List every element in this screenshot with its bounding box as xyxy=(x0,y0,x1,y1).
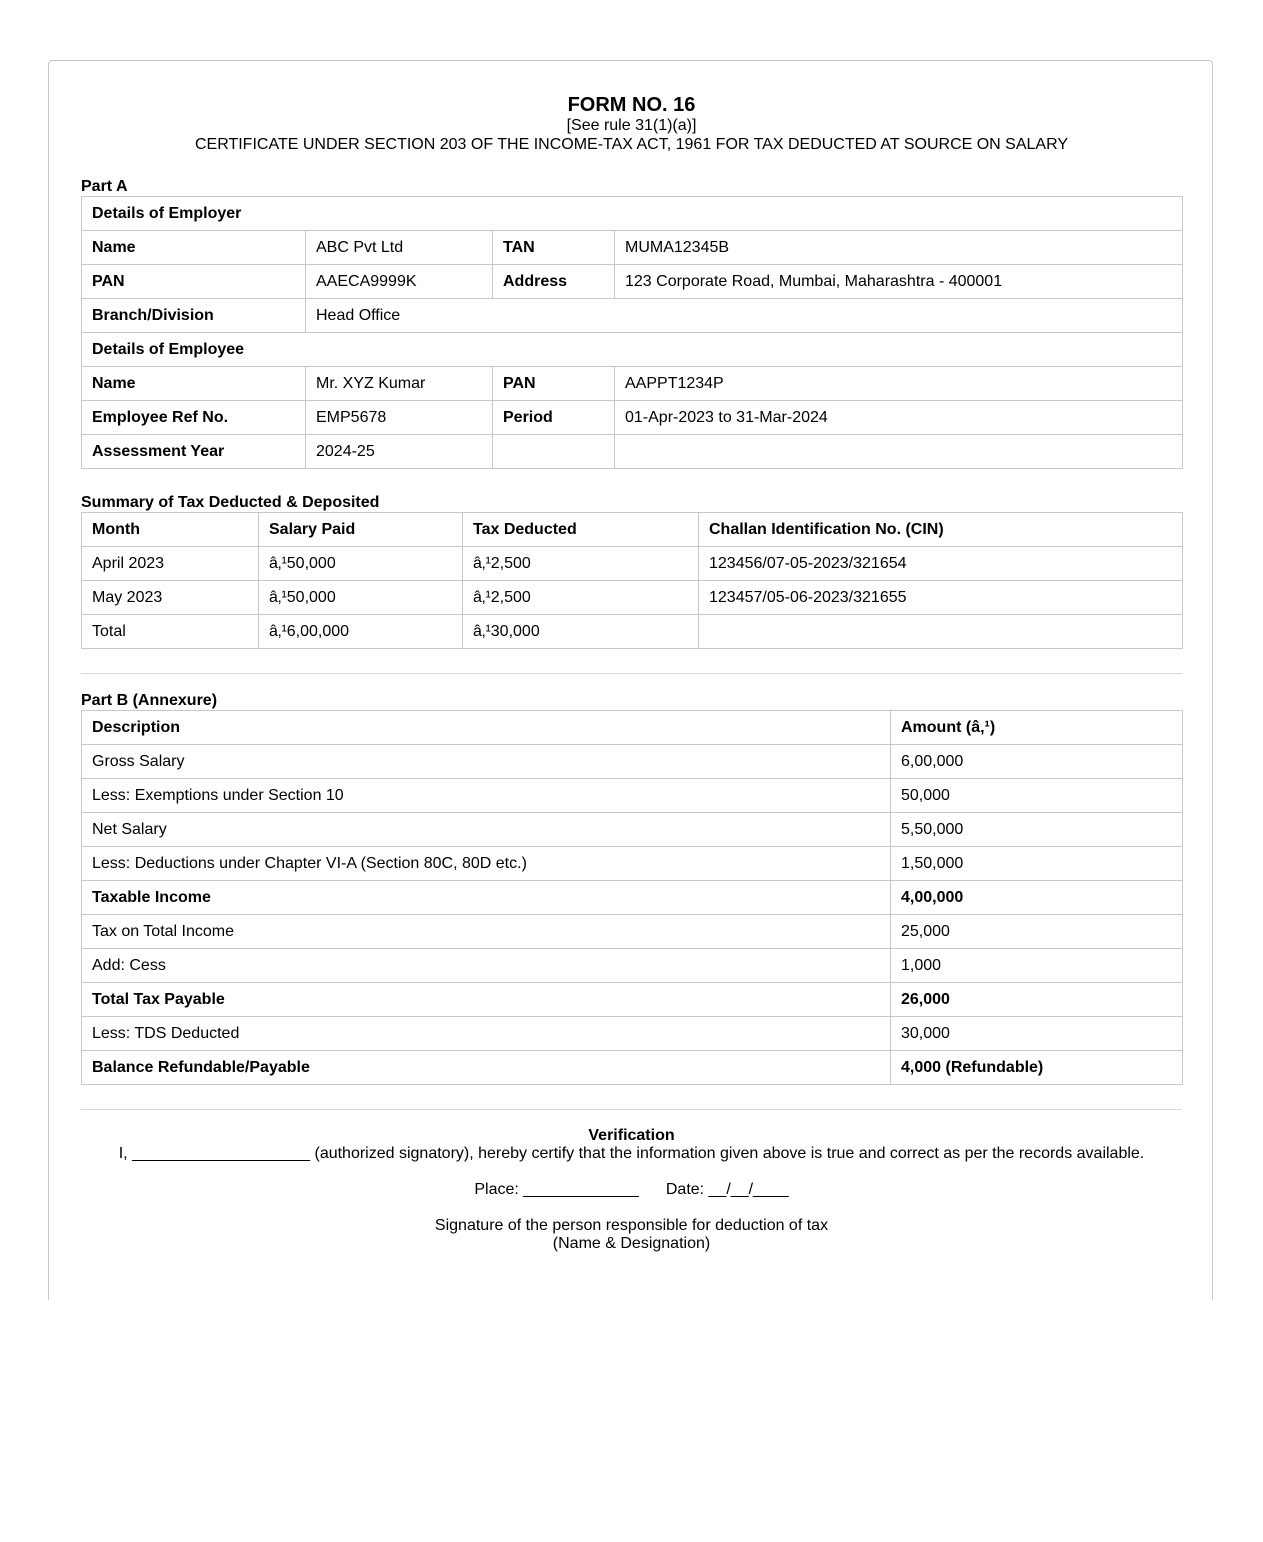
amount-cell: 50,000 xyxy=(891,779,1183,813)
amount-cell: 6,00,000 xyxy=(891,745,1183,779)
column-header: Amount (â‚¹) xyxy=(891,711,1183,745)
cin-cell: 123456/07-05-2023/321654 xyxy=(699,547,1183,581)
employee-name-value: Mr. XYZ Kumar xyxy=(306,367,493,401)
description-cell: Tax on Total Income xyxy=(82,915,891,949)
table-row xyxy=(82,881,1183,915)
amount-cell: 30,000 xyxy=(891,1017,1183,1051)
place-field: Place: _____________ xyxy=(474,1181,639,1198)
column-header: Tax Deducted xyxy=(463,513,699,547)
employer-address-value: 123 Corporate Road, Mumbai, Maharashtra - 400001 xyxy=(615,265,1183,299)
month-cell: Total xyxy=(82,615,259,649)
employer-branch-value: Head Office xyxy=(306,299,1183,333)
table-row xyxy=(82,983,1183,1017)
form-rule: [See rule 31(1)(a)] xyxy=(566,117,697,134)
table-row xyxy=(82,197,1183,231)
description-cell: Total Tax Payable xyxy=(82,983,891,1017)
date-field: Date: __/__/____ xyxy=(665,1181,789,1198)
tax-cell: â‚¹30,000 xyxy=(463,615,699,649)
column-header: Description xyxy=(82,711,891,745)
description-cell: Gross Salary xyxy=(82,745,891,779)
employee-pan-label: PAN xyxy=(493,367,615,401)
salary-cell: â‚¹50,000 xyxy=(259,581,463,615)
form-subtitle: CERTIFICATE UNDER SECTION 203 OF THE INCOME-TAX ACT, 1961 FOR TAX DEDUCTED AT SOURCE ON SALARY xyxy=(194,136,1069,153)
table-row xyxy=(82,367,1183,401)
employer-name-label: Name xyxy=(82,231,306,265)
description-cell: Taxable Income xyxy=(82,881,891,915)
table-row xyxy=(82,745,1183,779)
part-a-title: Part A xyxy=(81,178,128,195)
assessment-year-value: 2024-25 xyxy=(306,435,493,469)
table-row xyxy=(82,265,1183,299)
form-title: FORM NO. 16 xyxy=(567,94,696,116)
salary-cell: â‚¹50,000 xyxy=(259,547,463,581)
amount-cell: 1,000 xyxy=(891,949,1183,983)
table-row xyxy=(82,615,1183,649)
month-cell: April 2023 xyxy=(82,547,259,581)
salary-cell: â‚¹6,00,000 xyxy=(259,615,463,649)
description-cell: Less: Exemptions under Section 10 xyxy=(82,779,891,813)
tax-cell: â‚¹2,500 xyxy=(463,581,699,615)
employee-period-label: Period xyxy=(493,401,615,435)
employee-heading: Details of Employee xyxy=(82,333,1183,367)
part-b-title: Part B (Annexure) xyxy=(81,692,218,709)
signature-label: Signature of the person responsible for deduction of tax xyxy=(434,1217,829,1234)
part-a-table xyxy=(81,196,1183,469)
table-row xyxy=(82,813,1183,847)
employer-branch-label: Branch/Division xyxy=(82,299,306,333)
description-cell: Less: TDS Deducted xyxy=(82,1017,891,1051)
employee-ref-label: Employee Ref No. xyxy=(82,401,306,435)
table-row xyxy=(82,547,1183,581)
employer-address-label: Address xyxy=(493,265,615,299)
column-header: Month xyxy=(82,513,259,547)
table-row xyxy=(82,435,1183,469)
empty-cell xyxy=(493,435,615,469)
employer-name-value: ABC Pvt Ltd xyxy=(306,231,493,265)
table-row xyxy=(82,915,1183,949)
table-row xyxy=(82,847,1183,881)
employer-tan-value: MUMA12345B xyxy=(615,231,1183,265)
amount-cell: 26,000 xyxy=(891,983,1183,1017)
divider xyxy=(81,673,1182,674)
description-cell: Add: Cess xyxy=(82,949,891,983)
form-body xyxy=(81,61,1182,1253)
table-row xyxy=(82,581,1183,615)
summary-title: Summary of Tax Deducted & Deposited xyxy=(81,494,380,511)
description-cell: Balance Refundable/Payable xyxy=(82,1051,891,1085)
amount-cell: 5,50,000 xyxy=(891,813,1183,847)
table-row xyxy=(82,333,1183,367)
verification-title: Verification xyxy=(588,1127,675,1144)
table-row xyxy=(82,1051,1183,1085)
employer-heading: Details of Employer xyxy=(82,197,1183,231)
column-header: Salary Paid xyxy=(259,513,463,547)
table-row xyxy=(82,231,1183,265)
designation-label: (Name & Designation) xyxy=(552,1235,711,1252)
place-date-line xyxy=(81,1181,1182,1199)
part-b-table xyxy=(81,710,1183,1085)
table-row xyxy=(82,401,1183,435)
description-cell: Less: Deductions under Chapter VI-A (Section 80C, 80D etc.) xyxy=(82,847,891,881)
amount-cell: 4,00,000 xyxy=(891,881,1183,915)
employee-period-value: 01-Apr-2023 to 31-Mar-2024 xyxy=(615,401,1183,435)
table-row xyxy=(82,299,1183,333)
tax-cell: â‚¹2,500 xyxy=(463,547,699,581)
column-header: Challan Identification No. (CIN) xyxy=(699,513,1183,547)
employer-tan-label: TAN xyxy=(493,231,615,265)
table-header-row xyxy=(82,513,1183,547)
employee-name-label: Name xyxy=(82,367,306,401)
verification-statement: I, ____________________ (authorized signatory), hereby certify that the information given above is true and correct as per the records available. xyxy=(118,1145,1145,1162)
assessment-year-label: Assessment Year xyxy=(82,435,306,469)
employee-pan-value: AAPPT1234P xyxy=(615,367,1183,401)
employer-pan-label: PAN xyxy=(82,265,306,299)
verification-section xyxy=(81,1127,1182,1253)
table-row xyxy=(82,1017,1183,1051)
description-cell: Net Salary xyxy=(82,813,891,847)
month-cell: May 2023 xyxy=(82,581,259,615)
divider xyxy=(81,1109,1182,1110)
amount-cell: 25,000 xyxy=(891,915,1183,949)
form-sheet xyxy=(48,60,1213,1300)
table-header-row xyxy=(82,711,1183,745)
employee-ref-value: EMP5678 xyxy=(306,401,493,435)
table-row xyxy=(82,779,1183,813)
cin-cell xyxy=(699,615,1183,649)
table-row xyxy=(82,949,1183,983)
form-header xyxy=(81,93,1182,155)
cin-cell: 123457/05-06-2023/321655 xyxy=(699,581,1183,615)
employer-pan-value: AAECA9999K xyxy=(306,265,493,299)
amount-cell: 1,50,000 xyxy=(891,847,1183,881)
summary-table xyxy=(81,512,1183,649)
amount-cell: 4,000 (Refundable) xyxy=(891,1051,1183,1085)
empty-cell xyxy=(615,435,1183,469)
